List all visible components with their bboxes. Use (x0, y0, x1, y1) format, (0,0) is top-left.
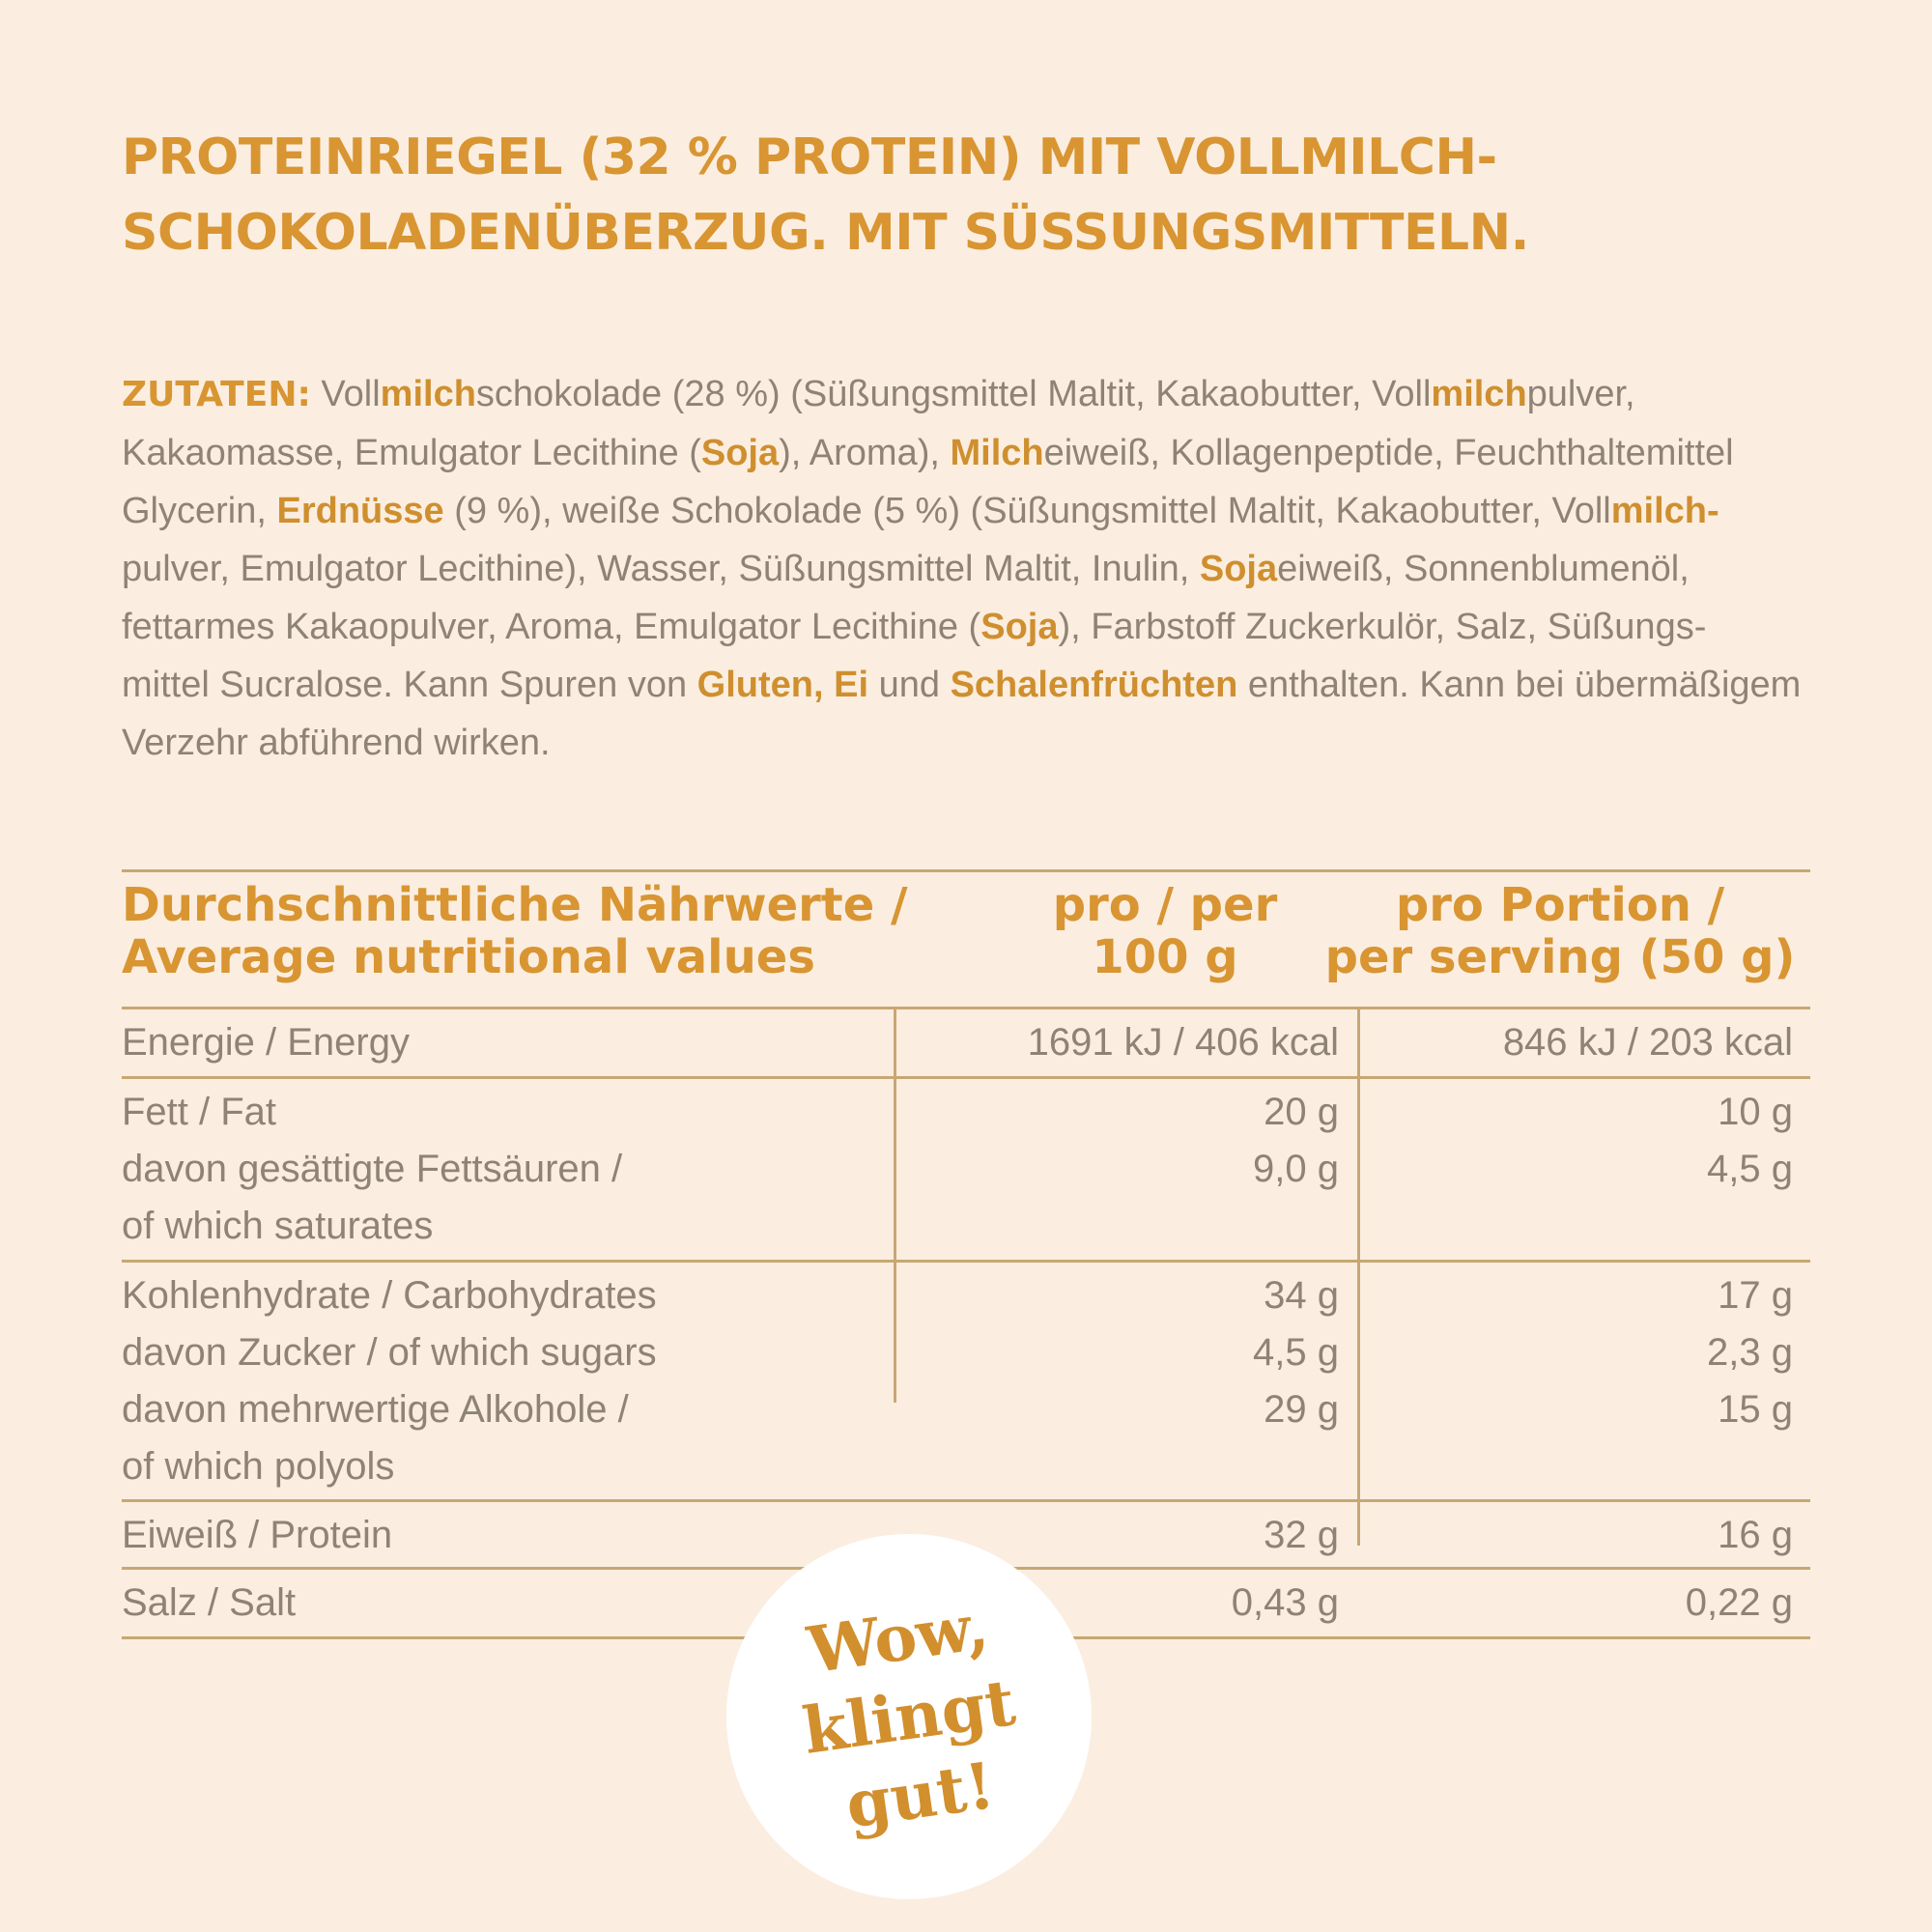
header-per-100g (1010, 879, 1320, 983)
ingredients-line-6 (122, 656, 1812, 714)
row-rule (122, 1499, 1810, 1502)
ingredients-text-part: pulver, (1526, 374, 1635, 414)
row-fat-per100: 20 g 9,0 g (1253, 1091, 1339, 1190)
header-per-100g-line-1: pro / per (1052, 878, 1278, 932)
ingredients-label: ZUTATEN: (122, 375, 311, 414)
header-per-serving (1310, 879, 1810, 983)
column-divider-1 (894, 1007, 896, 1403)
ingredients-text-part: ), Farbstoff Zuckerkulör, Salz, Süßungs- (1058, 607, 1707, 647)
ingredients-text-part: pulver, Emulgator Lecithine), Wasser, Süßungsmittel Maltit, Inulin, (122, 549, 1200, 589)
wow-badge (726, 1534, 1092, 1899)
header-per-serving-line-1: pro Portion / (1395, 878, 1725, 932)
row-energy-serving: 846 kJ / 203 kcal (1502, 1021, 1793, 1064)
ingredients-text-part: ), Aroma), (779, 433, 951, 473)
badge-text (703, 1511, 1116, 1923)
allergen-text: Soja (700, 433, 780, 473)
ingredients-text-part: Voll (310, 374, 381, 414)
ingredients-line-3 (122, 482, 1812, 540)
ingredients-text-part: (9 %), weiße Schokolade (5 %) (Süßungsmittel Maltit, Kakaobutter, Voll (443, 491, 1611, 531)
ingredients-text-part: eiweiß, Kollagenpeptide, Feuchthaltemittel (1043, 433, 1734, 473)
allergen-text: Milch (950, 433, 1044, 473)
ingredients-text-part: eiweiß, Sonnenblumenöl, (1277, 549, 1690, 589)
row-salt-label: Salz / Salt (122, 1581, 297, 1624)
ingredients-text-part: Kakaomasse, Emulgator Lecithine ( (122, 433, 701, 473)
row-fat-serving: 10 g 4,5 g (1707, 1091, 1793, 1190)
ingredients-line-1 (122, 365, 1812, 424)
row-energy-per100: 1691 kJ / 406 kcal (1027, 1021, 1339, 1064)
ingredients-text-part: Verzehr abführend wirken. (122, 723, 551, 763)
ingredients-line-7 (122, 714, 1812, 772)
allergen-text: milch- (1610, 491, 1719, 531)
table-top-rule (122, 869, 1810, 872)
product-title-line-1: PROTEINRIEGEL (32 % PROTEIN) MIT VOLLMILCH- (122, 128, 1497, 186)
row-protein-label: Eiweiß / Protein (122, 1514, 393, 1556)
product-title (122, 120, 1822, 270)
ingredients-line-2 (122, 424, 1812, 482)
allergen-text: Soja (980, 607, 1059, 647)
ingredients-line-4 (122, 540, 1812, 598)
allergen-text: Gluten, Ei (696, 665, 869, 705)
row-salt-serving: 0,22 g (1685, 1581, 1793, 1624)
badge-line-2: klingt (798, 1664, 1020, 1769)
allergen-text: Erdnüsse (276, 491, 444, 531)
ingredients-text (122, 365, 1812, 772)
badge-line-3: gut! (840, 1747, 999, 1843)
row-protein-per100: 32 g (1264, 1514, 1339, 1556)
row-rule (122, 1076, 1810, 1079)
row-carbohydrates-label: Kohlenhydrate / Carbohydrates davon Zucker / of which sugars davon mehrwertige Alkohole / of which polyols (122, 1274, 657, 1488)
row-fat-label: Fett / Fat davon gesättigte Fettsäuren / of which saturates (122, 1091, 623, 1247)
row-protein-serving: 16 g (1718, 1514, 1793, 1556)
ingredients-text-part: Glycerin, (122, 491, 277, 531)
header-rule (122, 1007, 1810, 1009)
ingredients-line-5 (122, 598, 1812, 656)
ingredients-text-part: und (868, 665, 951, 705)
header-per-serving-line-2: per serving (50 g) (1324, 930, 1796, 984)
allergen-text: Schalenfrüchten (950, 665, 1238, 705)
row-rule (122, 1260, 1810, 1263)
ingredients-text-part: schokolade (28 %) (Süßungsmittel Maltit, Kakaobutter, Voll (475, 374, 1432, 414)
badge-line-1: Wow, (803, 1588, 993, 1689)
ingredients-text-part: enthalten. Kann bei übermäßigem (1237, 665, 1802, 705)
row-energy-label: Energie / Energy (122, 1021, 410, 1064)
header-nutrient-label-line-1: Durchschnittliche Nährwerte / (122, 878, 908, 932)
allergen-text: milch (380, 374, 476, 414)
row-carbohydrates-serving: 17 g 2,3 g 15 g (1707, 1274, 1793, 1431)
ingredients-text-part: mittel Sucralose. Kann Spuren von (122, 665, 697, 705)
allergen-text: Soja (1199, 549, 1278, 589)
header-per-100g-line-2: 100 g (1092, 930, 1238, 984)
header-nutrient-label-line-2: Average nutritional values (122, 930, 815, 984)
ingredients-text-part: fettarmes Kakaopulver, Aroma, Emulgator Lecithine ( (122, 607, 981, 647)
column-divider-2 (1357, 1007, 1360, 1546)
product-title-line-2: SCHOKOLADENÜBERZUG. MIT SÜSSUNGSMITTELN. (122, 204, 1529, 262)
header-nutrient-label (122, 879, 908, 983)
row-carbohydrates-per100: 34 g 4,5 g 29 g (1253, 1274, 1339, 1431)
row-salt-per100: 0,43 g (1231, 1581, 1339, 1624)
allergen-text: milch (1431, 374, 1527, 414)
